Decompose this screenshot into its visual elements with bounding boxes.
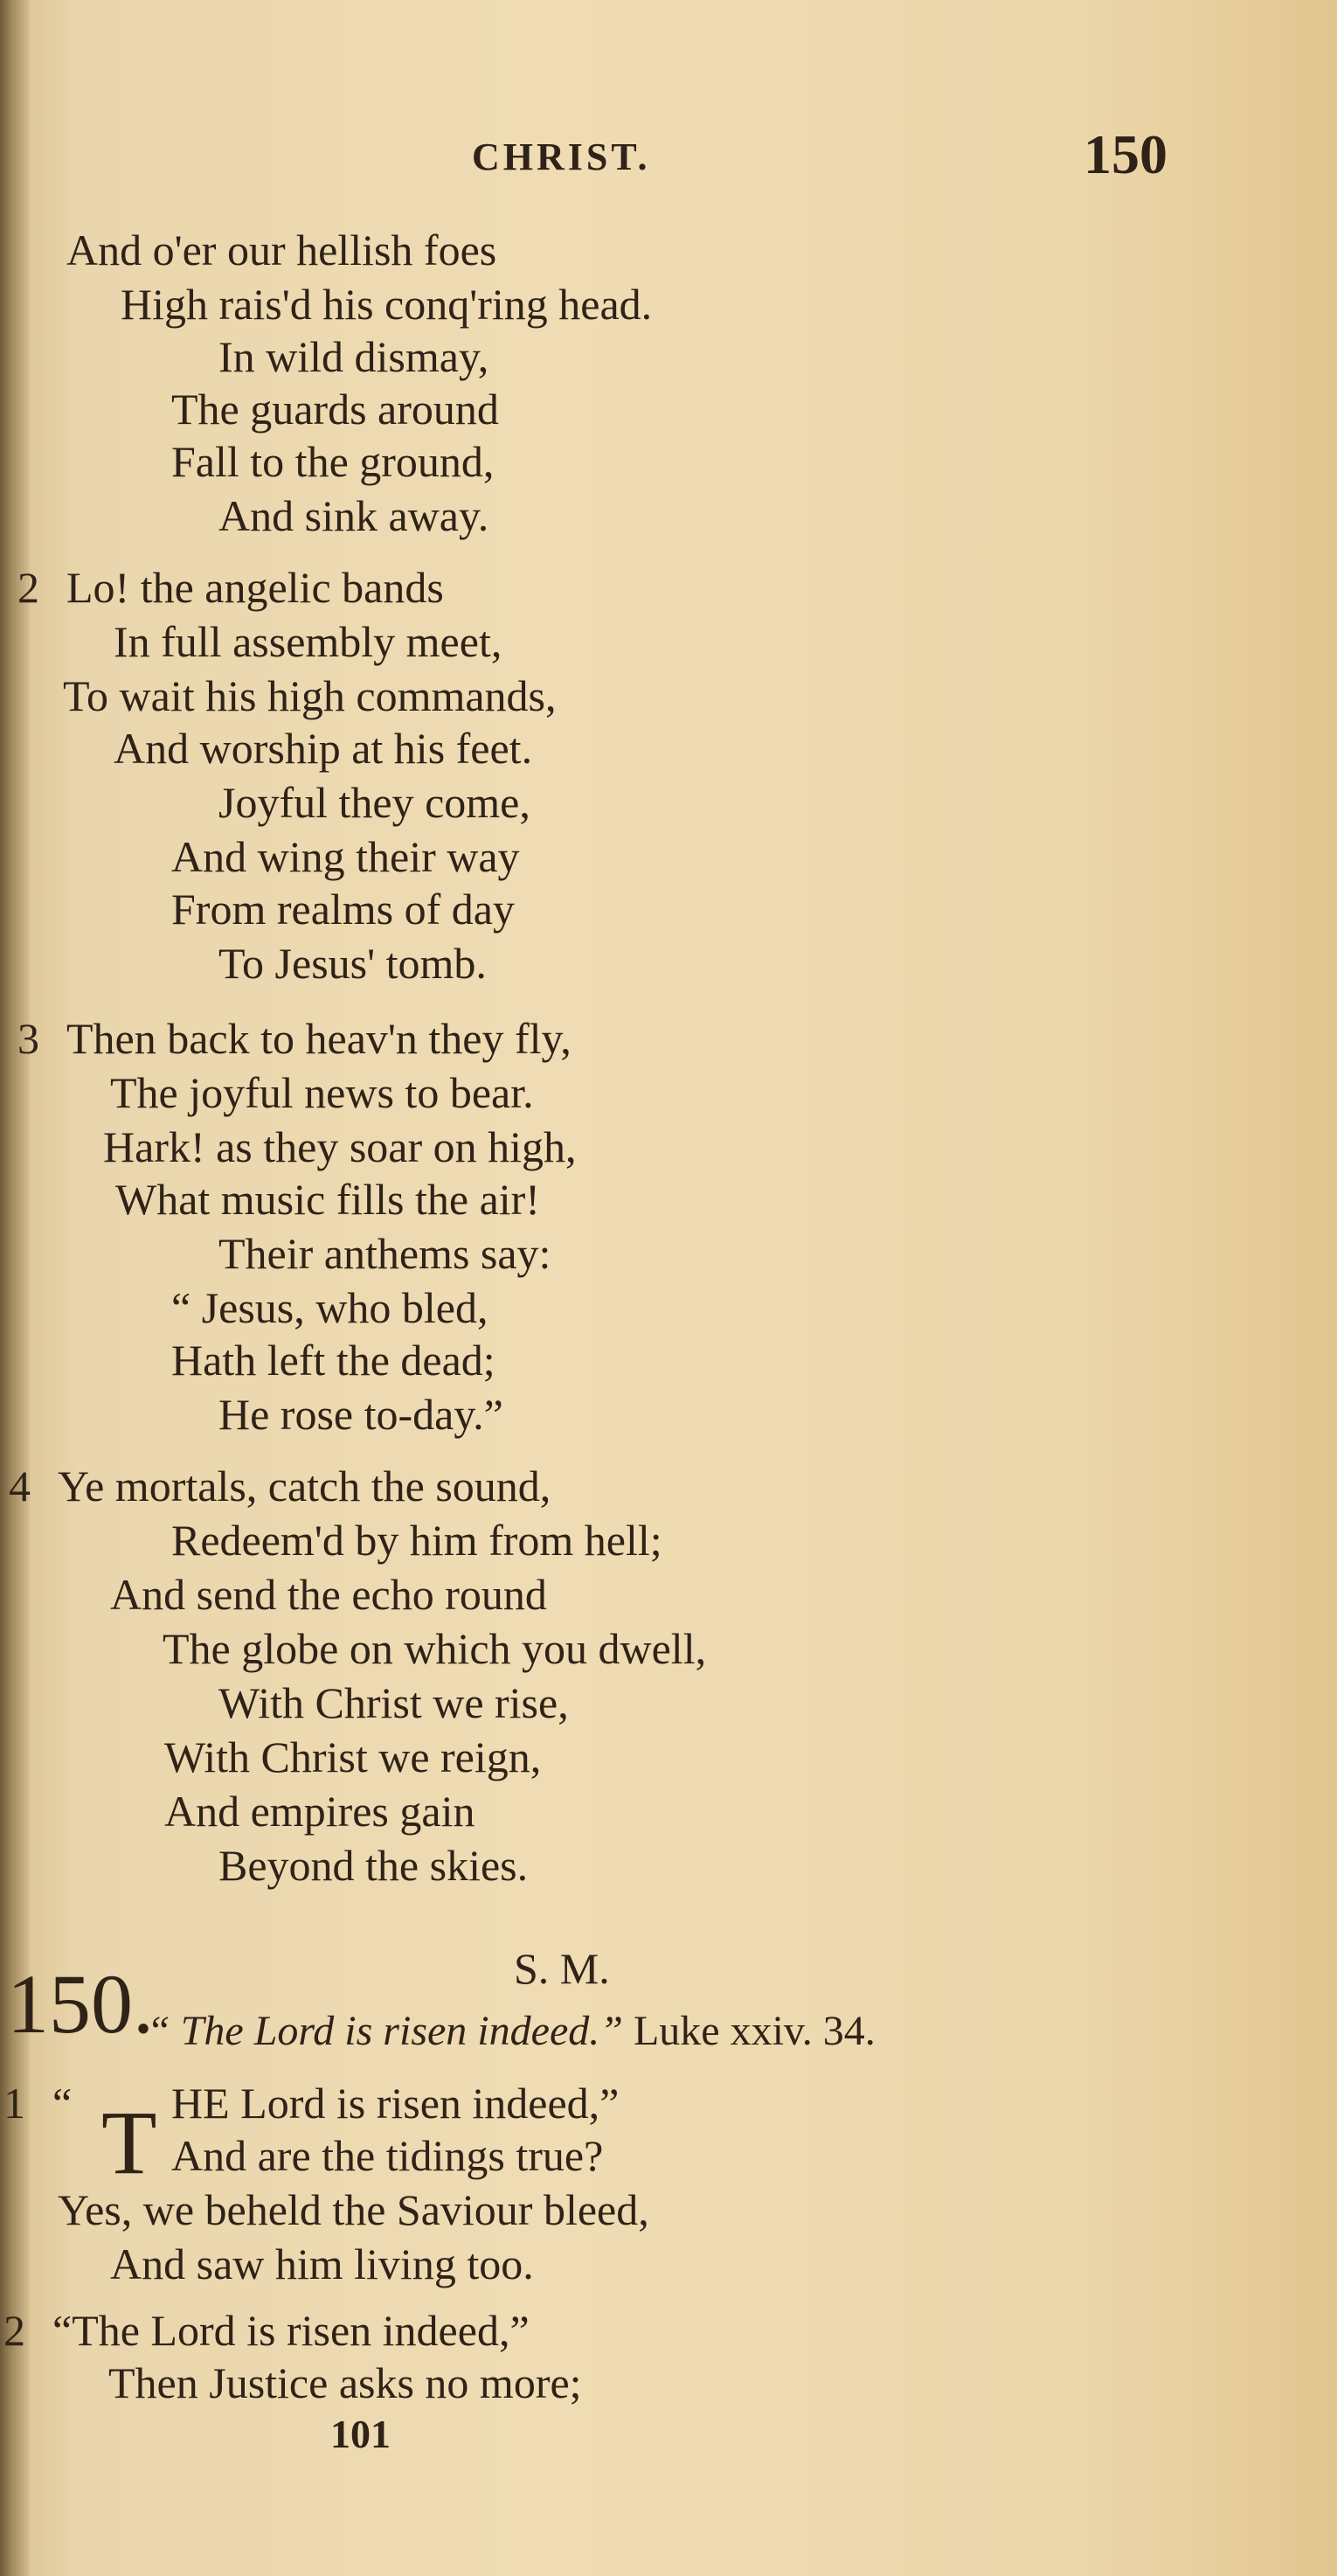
- verse-line: “The Lord is risen indeed,”: [52, 2306, 530, 2355]
- verse-line: “ Jesus, who bled,: [171, 1283, 488, 1332]
- verse-line: Their anthems say:: [218, 1229, 551, 1278]
- subtitle-quote: “ The Lord is risen indeed.”: [147, 2008, 623, 2054]
- verse-line: Redeem'd by him from hell;: [171, 1516, 662, 1565]
- verse-line: And saw him living too.: [110, 2239, 534, 2288]
- verse-line: With Christ we reign,: [164, 1732, 542, 1781]
- verse-line: Hark! as they soar on high,: [103, 1122, 577, 1171]
- verse-line: And sink away.: [218, 491, 489, 540]
- verse-line: High rais'd his conq'ring head.: [121, 280, 653, 329]
- hymn-meter: S. M.: [514, 1944, 610, 1993]
- verse-line: From realms of day: [171, 885, 515, 934]
- running-head: [0, 122, 1337, 192]
- verse-number: 2: [17, 563, 39, 612]
- verse-line: Lo! the angelic bands: [66, 563, 444, 612]
- verse-line: And wing their way: [171, 832, 520, 881]
- verse-line: HE Lord is risen indeed,”: [171, 2079, 620, 2128]
- verse-line: And send the echo round: [110, 1570, 547, 1619]
- verse-line: Hath left the dead;: [171, 1336, 495, 1385]
- verse-line: The guards around: [171, 385, 499, 434]
- signature-mark: 101: [330, 2412, 391, 2456]
- verse-line: And worship at his feet.: [114, 724, 533, 773]
- verse-line: Then Justice asks no more;: [108, 2358, 582, 2407]
- verse-line: And are the tidings true?: [171, 2131, 604, 2180]
- verse-line: What music fills the air!: [115, 1175, 540, 1224]
- verse-number: 4: [9, 1462, 31, 1510]
- verse-number: 3: [17, 1014, 39, 1063]
- scripture-reference: Luke xxiv. 34.: [633, 2008, 876, 2054]
- page-binding-edge: [0, 0, 30, 2576]
- verse-line: In wild dismay,: [218, 332, 489, 381]
- verse-line: The joyful news to bear.: [110, 1068, 534, 1117]
- verse-line: To Jesus' tomb.: [218, 939, 487, 988]
- verse-number: 2: [3, 2306, 25, 2355]
- verse-line: Ye mortals, catch the sound,: [58, 1462, 551, 1510]
- verse-line: He rose to-day.”: [218, 1390, 503, 1439]
- verse-line: In full assembly meet,: [114, 617, 502, 666]
- running-title: CHRIST.: [472, 135, 651, 178]
- verse-line: Beyond the skies.: [218, 1841, 529, 1890]
- verse-line: With Christ we rise,: [218, 1678, 569, 1727]
- verse-line: The globe on which you dwell,: [163, 1624, 707, 1673]
- page-number: 150: [1084, 123, 1167, 185]
- hymn-subtitle: [147, 2005, 876, 2058]
- verse-number: 1: [3, 2079, 25, 2128]
- verse-line: Then back to heav'n they fly,: [66, 1014, 572, 1063]
- hymn-number: 150.: [7, 1957, 154, 2051]
- verse-line: Joyful they come,: [218, 778, 530, 827]
- verse-line: And empires gain: [164, 1787, 475, 1836]
- verse-line: Fall to the ground,: [171, 437, 495, 486]
- verse-line: Yes, we beheld the Saviour bleed,: [58, 2185, 649, 2234]
- verse-line: To wait his high commands,: [63, 671, 557, 720]
- verse-line: And o'er our hellish foes: [66, 226, 497, 274]
- drop-cap: T: [101, 2093, 157, 2193]
- opening-quote: “: [52, 2079, 73, 2128]
